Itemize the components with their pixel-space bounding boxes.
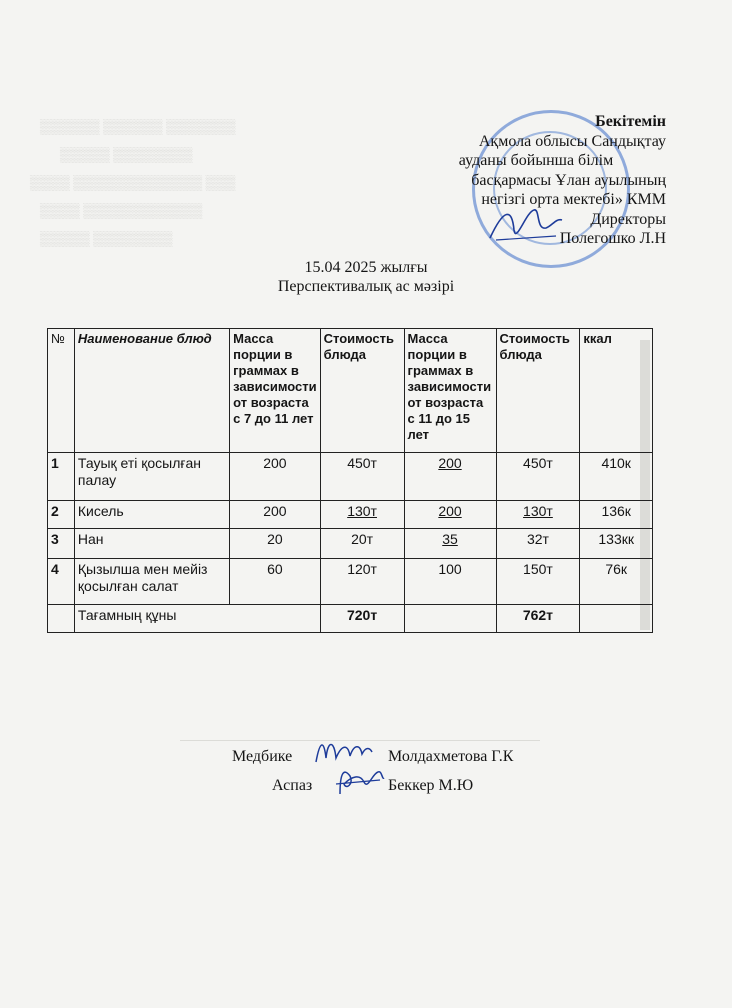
header-cost-11-15: Стоимость блюда xyxy=(496,329,580,453)
row-mass-11-15: 35 xyxy=(404,529,496,559)
header-mass-7-11: Масса порции в граммах в зависимости от возраста с 7 до 11 лет xyxy=(230,329,321,453)
total-empty-cell xyxy=(404,605,496,633)
director-name: Полегошко Л.Н xyxy=(559,230,666,247)
row-cost-11-15: 150т xyxy=(496,559,580,605)
signature-role: Медбике xyxy=(232,748,293,765)
bleed-through-text: ▒▒▒▒▒▒▒▒▒▒▒▒ ▒▒▒▒ xyxy=(40,204,203,219)
total-cost-7-11: 720т xyxy=(320,605,404,633)
row-number: 2 xyxy=(48,501,75,529)
approval-line: басқармасы Ұлан ауылының xyxy=(471,171,666,189)
total-number-cell xyxy=(48,605,75,633)
total-empty-cell xyxy=(580,605,653,633)
row-mass-11-15: 200 xyxy=(404,453,496,501)
menu-title: Перспективалық ас мәзірі xyxy=(277,278,455,295)
table-row xyxy=(48,559,653,605)
row-cost-11-15: 32т xyxy=(496,529,580,559)
row-mass-7-11: 200 xyxy=(230,453,321,501)
approval-line: Ақмола облысы Сандықтау xyxy=(478,132,666,150)
approval-line: негізгі орта мектебі» КММ xyxy=(481,191,666,208)
row-cost-11-15: 130т xyxy=(496,501,580,529)
signature-role: Аспаз xyxy=(272,777,313,794)
row-number: 3 xyxy=(48,529,75,559)
row-kcal: 136к xyxy=(580,501,653,529)
row-cost-11-15: 450т xyxy=(496,453,580,501)
row-mass-7-11: 60 xyxy=(230,559,321,605)
header-number: № xyxy=(48,329,75,453)
header-kcal: ккал xyxy=(580,329,653,453)
header-dish-name: Наименование блюд xyxy=(74,329,229,453)
row-dish-name: Кисель xyxy=(74,501,229,529)
bleed-through-text: ▒▒▒▒▒▒▒ ▒▒▒▒▒▒ ▒▒▒▒▒▒ xyxy=(40,120,236,135)
header-mass-11-15: Масса порции в граммах в зависимости от возраста с 11 до 15 лет xyxy=(404,329,496,453)
row-mass-7-11: 20 xyxy=(230,529,321,559)
bleed-through-text: ▒▒▒▒▒▒▒▒ ▒▒▒▒▒ xyxy=(60,148,193,163)
total-cost-11-15: 762т xyxy=(496,605,580,633)
table-header-row xyxy=(48,329,653,453)
row-number: 1 xyxy=(48,453,75,501)
table-total-row xyxy=(48,605,653,633)
row-number: 4 xyxy=(48,559,75,605)
table-row xyxy=(48,529,653,559)
approval-line: Директоры xyxy=(590,210,666,228)
signature-name: Беккер М.Ю xyxy=(388,777,474,794)
row-cost-7-11: 450т xyxy=(320,453,404,501)
approval-line: ауданы бойынша білім xyxy=(458,152,614,169)
row-dish-name: Тауық еті қосылған палау xyxy=(74,453,229,501)
row-kcal: 76к xyxy=(580,559,653,605)
row-mass-7-11: 200 xyxy=(230,501,321,529)
bleed-through-text: ▒▒▒ ▒▒▒▒▒▒▒▒▒▒▒▒▒ ▒▒▒▒ xyxy=(30,176,236,191)
row-dish-name: Қызылша мен мейіз қосылған салат xyxy=(74,559,229,605)
row-kcal: 410к xyxy=(580,453,653,501)
director-signature xyxy=(486,200,566,248)
row-mass-11-15: 200 xyxy=(404,501,496,529)
row-cost-7-11: 130т xyxy=(320,501,404,529)
table-row xyxy=(48,501,653,529)
signature-name: Молдахметова Г.К xyxy=(388,748,514,765)
total-label: Тағамның құны xyxy=(74,605,320,633)
row-cost-7-11: 120т xyxy=(320,559,404,605)
date-line: 15.04 2025 жылғы xyxy=(304,259,428,276)
approval-title: Бекітемін xyxy=(595,113,666,130)
table-row xyxy=(48,453,653,501)
cook-signature xyxy=(334,762,386,800)
row-kcal: 133кк xyxy=(580,529,653,559)
row-cost-7-11: 20т xyxy=(320,529,404,559)
row-mass-11-15: 100 xyxy=(404,559,496,605)
row-dish-name: Нан xyxy=(74,529,229,559)
header-cost-7-11: Стоимость блюда xyxy=(320,329,404,453)
menu-table xyxy=(47,328,653,633)
bleed-through-text: ▒▒▒▒▒▒▒▒ ▒▒▒▒▒ xyxy=(40,232,173,247)
